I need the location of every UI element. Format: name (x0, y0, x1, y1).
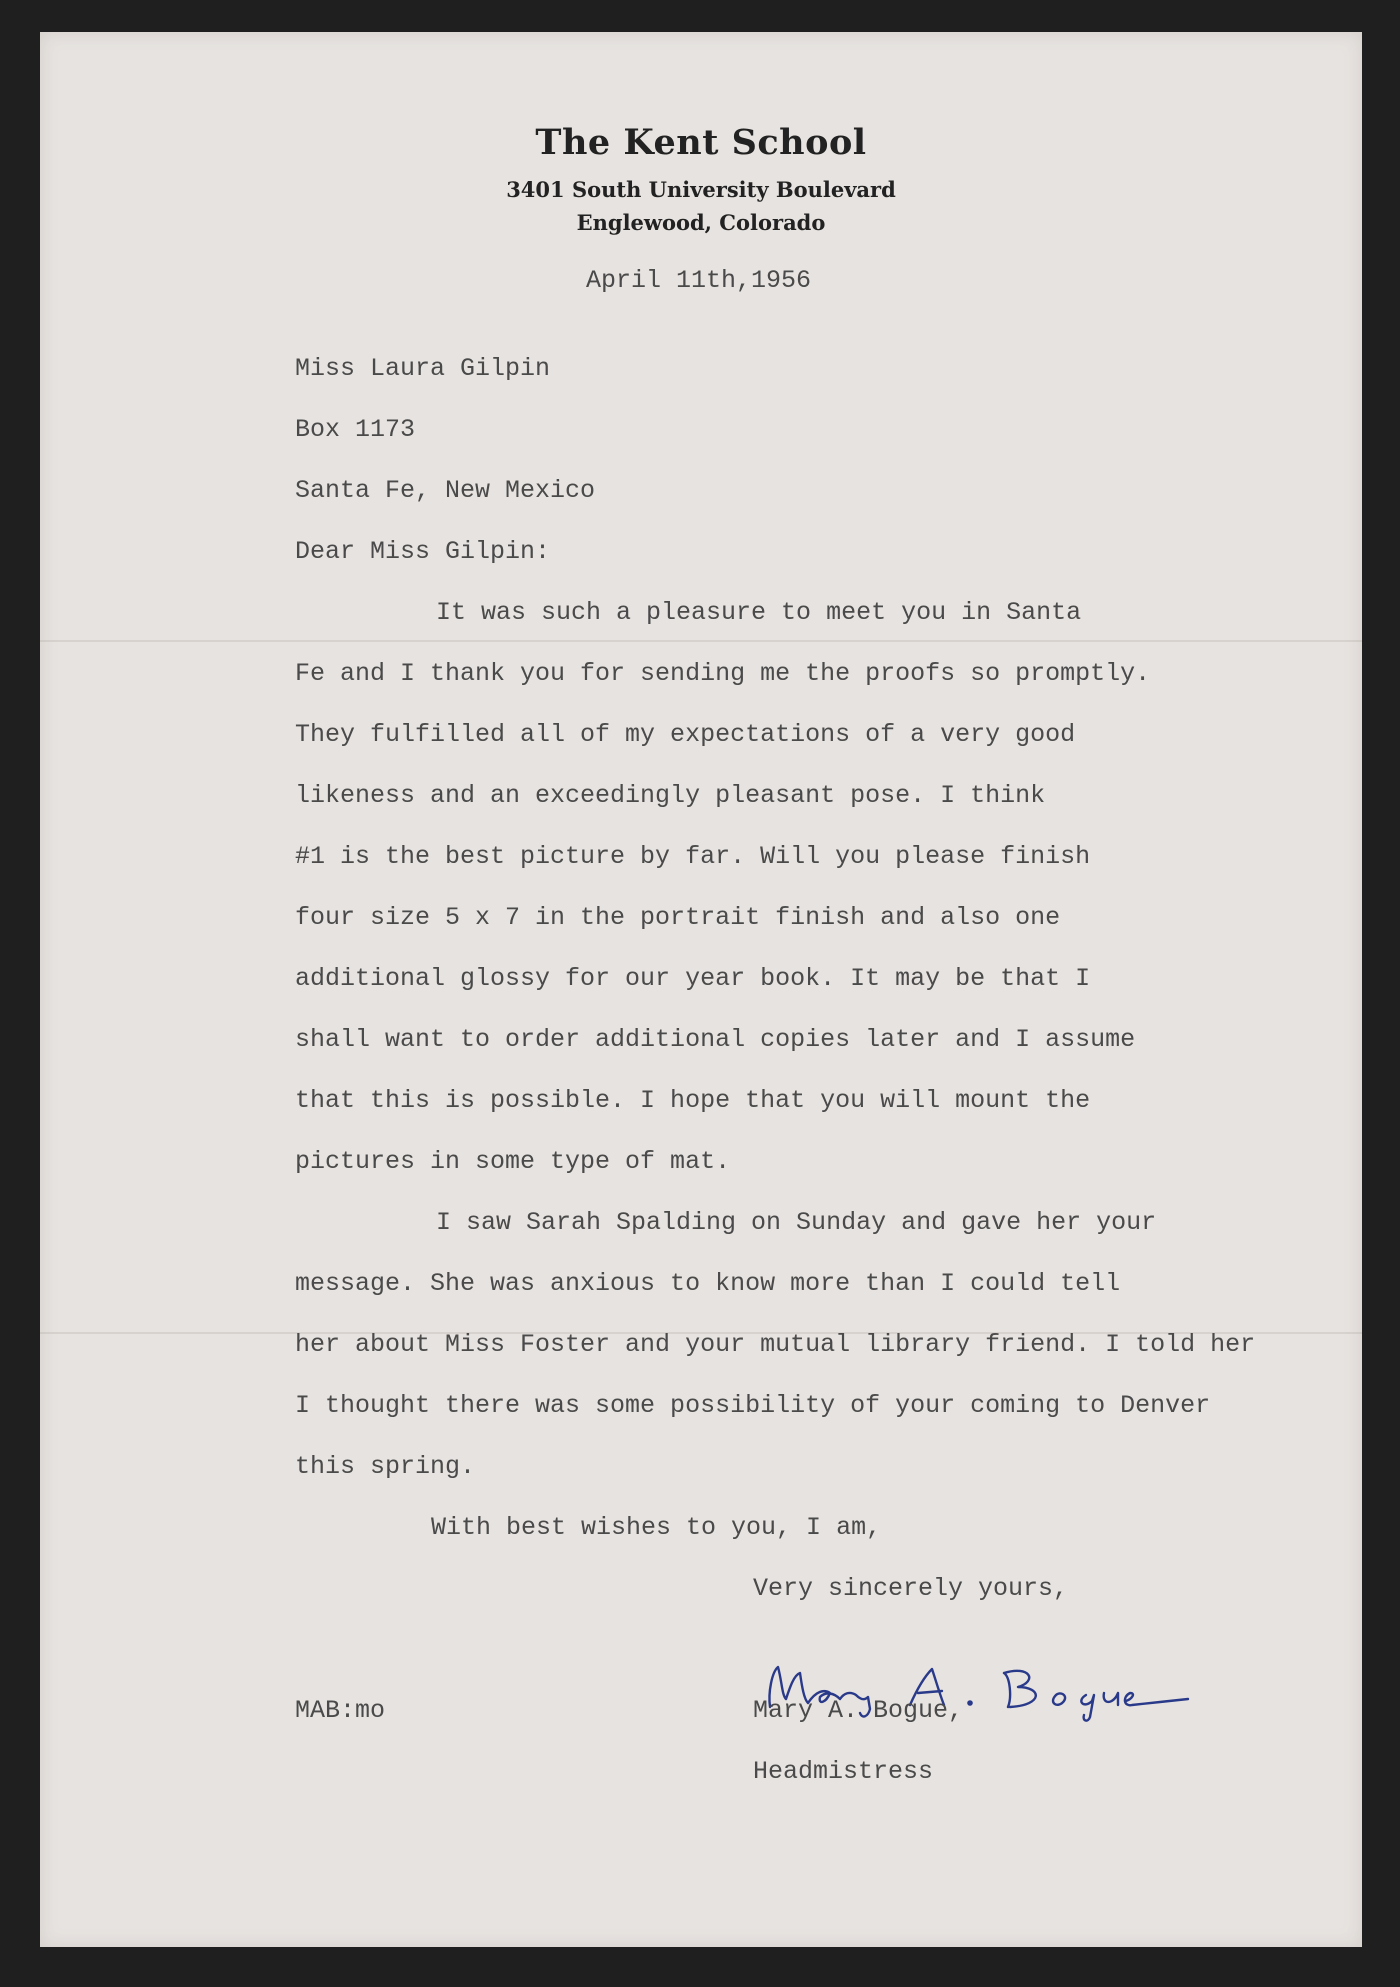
signer-title: Headmistress (753, 1757, 934, 1786)
letter-date: April 11th,1956 (586, 266, 812, 295)
letterhead-address-line2: Englewood, Colorado (576, 210, 826, 235)
fold-crease (40, 640, 1362, 642)
body-line: #1 is the best picture by far. Will you please finish (295, 842, 1091, 871)
body-line: that this is possible. I hope that you will mount the (295, 1086, 1091, 1115)
recipient-box: Box 1173 (295, 415, 416, 444)
salutation: Dear Miss Gilpin: (295, 537, 551, 566)
body-line: four size 5 x 7 in the portrait finish and also one (295, 903, 1061, 932)
recipient-city: Santa Fe, New Mexico (295, 476, 596, 505)
closing: Very sincerely yours, (753, 1574, 1069, 1603)
typist-initials: MAB:mo (295, 1696, 386, 1725)
body-line: message. She was anxious to know more than I could tell (295, 1269, 1121, 1298)
body-line: I thought there was some possibility of your coming to Denver (295, 1391, 1211, 1420)
body-line: With best wishes to you, I am, (431, 1513, 882, 1542)
body-line: her about Miss Foster and your mutual library friend. I told her (295, 1330, 1256, 1359)
body-line: this spring. (295, 1452, 476, 1481)
recipient-name: Miss Laura Gilpin (295, 354, 551, 383)
body-line: Fe and I thank you for sending me the proofs so promptly. (295, 659, 1151, 688)
body-line: I saw Sarah Spalding on Sunday and gave her your (436, 1208, 1157, 1237)
letterhead-name: The Kent School (535, 122, 867, 163)
body-line: additional glossy for our year book. It may be that I (295, 964, 1091, 993)
letter-page (40, 32, 1362, 1947)
letterhead-address-line1: 3401 South University Boulevard (506, 177, 896, 202)
body-line: pictures in some type of mat. (295, 1147, 731, 1176)
body-line: It was such a pleasure to meet you in Santa (436, 598, 1082, 627)
body-line: shall want to order additional copies later and I assume (295, 1025, 1136, 1054)
body-line: likeness and an exceedingly pleasant pose. I think (295, 781, 1046, 810)
body-line: They fulfilled all of my expectations of a very good (295, 720, 1076, 749)
signer-name: Mary A. Bogue, (753, 1696, 964, 1725)
